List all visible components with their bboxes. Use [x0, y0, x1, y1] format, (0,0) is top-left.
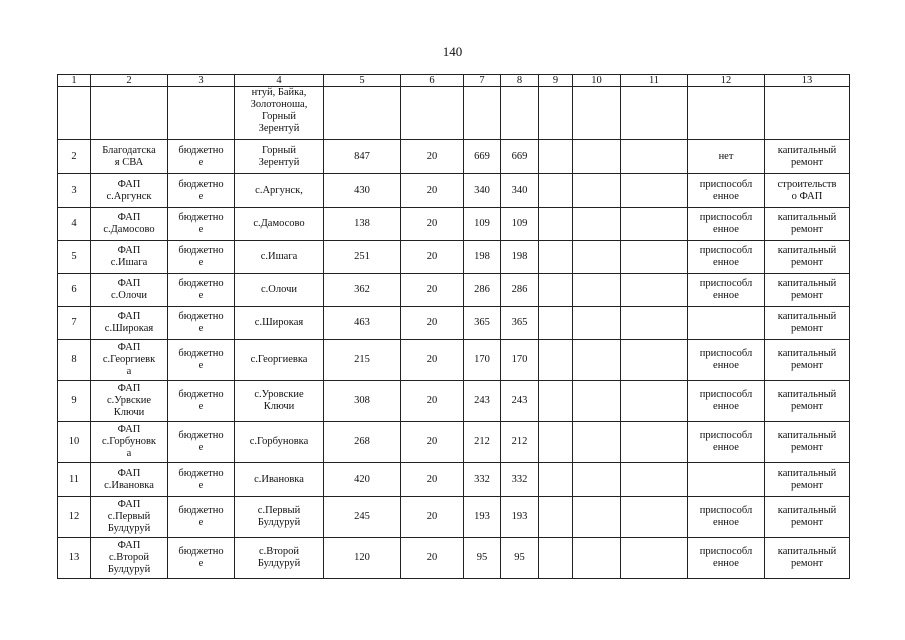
cell-col-13: 13 [765, 75, 850, 87]
cell-col-2: ФАП с.Георгиевк а [91, 340, 168, 381]
cell-col-3: бюджетно е [168, 174, 235, 208]
cell-col-7: 212 [464, 422, 501, 463]
table-row [58, 422, 850, 463]
table-row [58, 463, 850, 497]
table-row [58, 340, 850, 381]
continuation-row [58, 87, 850, 140]
cell-col-13: капитальный ремонт [765, 463, 850, 497]
cell-col-7 [464, 87, 501, 140]
cell-col-8 [501, 87, 539, 140]
cell-col-5: 847 [324, 140, 401, 174]
cell-col-3: бюджетно е [168, 381, 235, 422]
cell-col-5 [324, 87, 401, 140]
cell-col-9 [539, 497, 573, 538]
cell-col-10 [573, 340, 621, 381]
table-row [58, 140, 850, 174]
cell-col-7: 95 [464, 538, 501, 579]
cell-col-13 [765, 87, 850, 140]
cell-col-8: 95 [501, 538, 539, 579]
cell-col-6: 20 [401, 174, 464, 208]
page-number: 140 [442, 44, 463, 59]
cell-col-4: с.Второй Булдуруй [235, 538, 324, 579]
cell-col-1: 10 [58, 422, 91, 463]
cell-col-13: капитальный ремонт [765, 538, 850, 579]
cell-col-9 [539, 422, 573, 463]
cell-col-5: 268 [324, 422, 401, 463]
cell-col-8: 340 [501, 174, 539, 208]
cell-col-10: 10 [573, 75, 621, 87]
cell-col-11 [621, 463, 688, 497]
cell-col-9 [539, 463, 573, 497]
cell-col-13: капитальный ремонт [765, 340, 850, 381]
cell-col-2: ФАП с.Дамосово [91, 208, 168, 241]
cell-col-12: нет [688, 140, 765, 174]
cell-col-3: бюджетно е [168, 307, 235, 340]
cell-col-3: 3 [168, 75, 235, 87]
cell-col-10 [573, 422, 621, 463]
cell-col-6: 20 [401, 208, 464, 241]
cell-col-2: ФАП с.Аргунск [91, 174, 168, 208]
cell-col-8: 286 [501, 274, 539, 307]
cell-col-8: 198 [501, 241, 539, 274]
cell-col-3: бюджетно е [168, 241, 235, 274]
table-row [58, 208, 850, 241]
cell-col-7: 7 [464, 75, 501, 87]
cell-col-7: 193 [464, 497, 501, 538]
cell-col-5: 362 [324, 274, 401, 307]
cell-col-4: с.Ишага [235, 241, 324, 274]
cell-col-8: 8 [501, 75, 539, 87]
cell-col-3: бюджетно е [168, 208, 235, 241]
cell-col-11 [621, 241, 688, 274]
cell-col-13: строительств о ФАП [765, 174, 850, 208]
cell-col-6: 20 [401, 538, 464, 579]
cell-col-2: ФАП с.Урвские Ключи [91, 381, 168, 422]
cell-col-3: бюджетно е [168, 274, 235, 307]
cell-col-7: 332 [464, 463, 501, 497]
cell-col-11 [621, 208, 688, 241]
cell-col-4: нтуй, Байка, Золотоноша, Горный Зерентуй [235, 87, 324, 140]
cell-col-5: 215 [324, 340, 401, 381]
cell-col-4: с.Олочи [235, 274, 324, 307]
cell-col-8: 669 [501, 140, 539, 174]
cell-col-10 [573, 497, 621, 538]
cell-col-4: с.Широкая [235, 307, 324, 340]
cell-col-3: бюджетно е [168, 340, 235, 381]
cell-col-13: капитальный ремонт [765, 241, 850, 274]
data-table [57, 74, 850, 579]
cell-col-6: 20 [401, 140, 464, 174]
cell-col-1: 4 [58, 208, 91, 241]
cell-col-13: капитальный ремонт [765, 381, 850, 422]
cell-col-2: ФАП с.Первый Булдуруй [91, 497, 168, 538]
table-row [58, 174, 850, 208]
cell-col-10 [573, 174, 621, 208]
cell-col-5: 138 [324, 208, 401, 241]
cell-col-13: капитальный ремонт [765, 140, 850, 174]
cell-col-10 [573, 307, 621, 340]
cell-col-11 [621, 140, 688, 174]
cell-col-3: бюджетно е [168, 497, 235, 538]
cell-col-5: 308 [324, 381, 401, 422]
cell-col-7: 109 [464, 208, 501, 241]
cell-col-1: 7 [58, 307, 91, 340]
cell-col-13: капитальный ремонт [765, 208, 850, 241]
table-row [58, 307, 850, 340]
cell-col-6: 20 [401, 340, 464, 381]
cell-col-12: приспособл енное [688, 538, 765, 579]
cell-col-9 [539, 174, 573, 208]
cell-col-1: 3 [58, 174, 91, 208]
cell-col-4: с.Первый Булдуруй [235, 497, 324, 538]
cell-col-13: капитальный ремонт [765, 497, 850, 538]
cell-col-1: 5 [58, 241, 91, 274]
cell-col-10 [573, 463, 621, 497]
cell-col-6: 20 [401, 422, 464, 463]
cell-col-10 [573, 208, 621, 241]
cell-col-7: 669 [464, 140, 501, 174]
cell-col-5: 420 [324, 463, 401, 497]
cell-col-4: с.Аргунск, [235, 174, 324, 208]
cell-col-1: 11 [58, 463, 91, 497]
table-row [58, 274, 850, 307]
cell-col-1: 8 [58, 340, 91, 381]
cell-col-13: капитальный ремонт [765, 422, 850, 463]
cell-col-1: 1 [58, 75, 91, 87]
cell-col-1 [58, 87, 91, 140]
cell-col-8: 365 [501, 307, 539, 340]
header-row [58, 75, 850, 87]
cell-col-8: 243 [501, 381, 539, 422]
cell-col-11 [621, 307, 688, 340]
cell-col-7: 286 [464, 274, 501, 307]
cell-col-12: приспособл енное [688, 340, 765, 381]
table-row [58, 497, 850, 538]
cell-col-11 [621, 422, 688, 463]
cell-col-5: 5 [324, 75, 401, 87]
cell-col-11 [621, 274, 688, 307]
cell-col-3: бюджетно е [168, 422, 235, 463]
cell-col-12 [688, 463, 765, 497]
cell-col-9 [539, 140, 573, 174]
cell-col-4: с.Ивановка [235, 463, 324, 497]
cell-col-4: с.Георгиевка [235, 340, 324, 381]
cell-col-2 [91, 87, 168, 140]
cell-col-4: с.Уровские Ключи [235, 381, 324, 422]
cell-col-13: капитальный ремонт [765, 307, 850, 340]
cell-col-12: приспособл енное [688, 274, 765, 307]
cell-col-12: приспособл енное [688, 208, 765, 241]
cell-col-10 [573, 241, 621, 274]
cell-col-5: 463 [324, 307, 401, 340]
cell-col-2: ФАП с.Олочи [91, 274, 168, 307]
cell-col-12: приспособл енное [688, 381, 765, 422]
cell-col-6: 20 [401, 381, 464, 422]
cell-col-2: ФАП с.Ишага [91, 241, 168, 274]
cell-col-12: приспособл енное [688, 422, 765, 463]
cell-col-9 [539, 340, 573, 381]
cell-col-7: 243 [464, 381, 501, 422]
cell-col-6: 20 [401, 497, 464, 538]
cell-col-9 [539, 241, 573, 274]
cell-col-12 [688, 307, 765, 340]
table-row [58, 538, 850, 579]
cell-col-12 [688, 87, 765, 140]
cell-col-9 [539, 538, 573, 579]
cell-col-9 [539, 381, 573, 422]
cell-col-3: бюджетно е [168, 538, 235, 579]
cell-col-1: 13 [58, 538, 91, 579]
cell-col-10 [573, 87, 621, 140]
table-row [58, 241, 850, 274]
cell-col-9 [539, 307, 573, 340]
cell-col-11 [621, 87, 688, 140]
cell-col-2: ФАП с.Горбуновк а [91, 422, 168, 463]
cell-col-5: 245 [324, 497, 401, 538]
cell-col-11 [621, 174, 688, 208]
cell-col-7: 198 [464, 241, 501, 274]
cell-col-13: капитальный ремонт [765, 274, 850, 307]
cell-col-11 [621, 340, 688, 381]
cell-col-12: 12 [688, 75, 765, 87]
cell-col-1: 9 [58, 381, 91, 422]
cell-col-9 [539, 208, 573, 241]
cell-col-6: 6 [401, 75, 464, 87]
cell-col-11 [621, 381, 688, 422]
cell-col-7: 170 [464, 340, 501, 381]
cell-col-8: 109 [501, 208, 539, 241]
cell-col-1: 6 [58, 274, 91, 307]
cell-col-9: 9 [539, 75, 573, 87]
cell-col-10 [573, 140, 621, 174]
cell-col-12: приспособл енное [688, 497, 765, 538]
cell-col-6 [401, 87, 464, 140]
cell-col-4: с.Дамосово [235, 208, 324, 241]
cell-col-8: 212 [501, 422, 539, 463]
cell-col-9 [539, 274, 573, 307]
cell-col-5: 251 [324, 241, 401, 274]
cell-col-11 [621, 538, 688, 579]
cell-col-5: 430 [324, 174, 401, 208]
cell-col-6: 20 [401, 307, 464, 340]
cell-col-3: бюджетно е [168, 463, 235, 497]
cell-col-12: приспособл енное [688, 174, 765, 208]
cell-col-2: ФАП с.Ивановка [91, 463, 168, 497]
cell-col-11: 11 [621, 75, 688, 87]
cell-col-6: 20 [401, 241, 464, 274]
cell-col-6: 20 [401, 463, 464, 497]
cell-col-7: 340 [464, 174, 501, 208]
cell-col-3 [168, 87, 235, 140]
cell-col-3: бюджетно е [168, 140, 235, 174]
cell-col-5: 120 [324, 538, 401, 579]
cell-col-11 [621, 497, 688, 538]
cell-col-4: Горный Зерентуй [235, 140, 324, 174]
cell-col-10 [573, 538, 621, 579]
cell-col-12: приспособл енное [688, 241, 765, 274]
cell-col-9 [539, 87, 573, 140]
table-row [58, 381, 850, 422]
cell-col-8: 193 [501, 497, 539, 538]
cell-col-2: 2 [91, 75, 168, 87]
cell-col-8: 170 [501, 340, 539, 381]
cell-col-1: 2 [58, 140, 91, 174]
cell-col-10 [573, 274, 621, 307]
cell-col-10 [573, 381, 621, 422]
cell-col-1: 12 [58, 497, 91, 538]
cell-col-2: ФАП с.Широкая [91, 307, 168, 340]
cell-col-2: ФАП с.Второй Булдуруй [91, 538, 168, 579]
cell-col-2: Благодатска я СВА [91, 140, 168, 174]
cell-col-4: 4 [235, 75, 324, 87]
cell-col-6: 20 [401, 274, 464, 307]
cell-col-4: с.Горбуновка [235, 422, 324, 463]
cell-col-7: 365 [464, 307, 501, 340]
cell-col-8: 332 [501, 463, 539, 497]
